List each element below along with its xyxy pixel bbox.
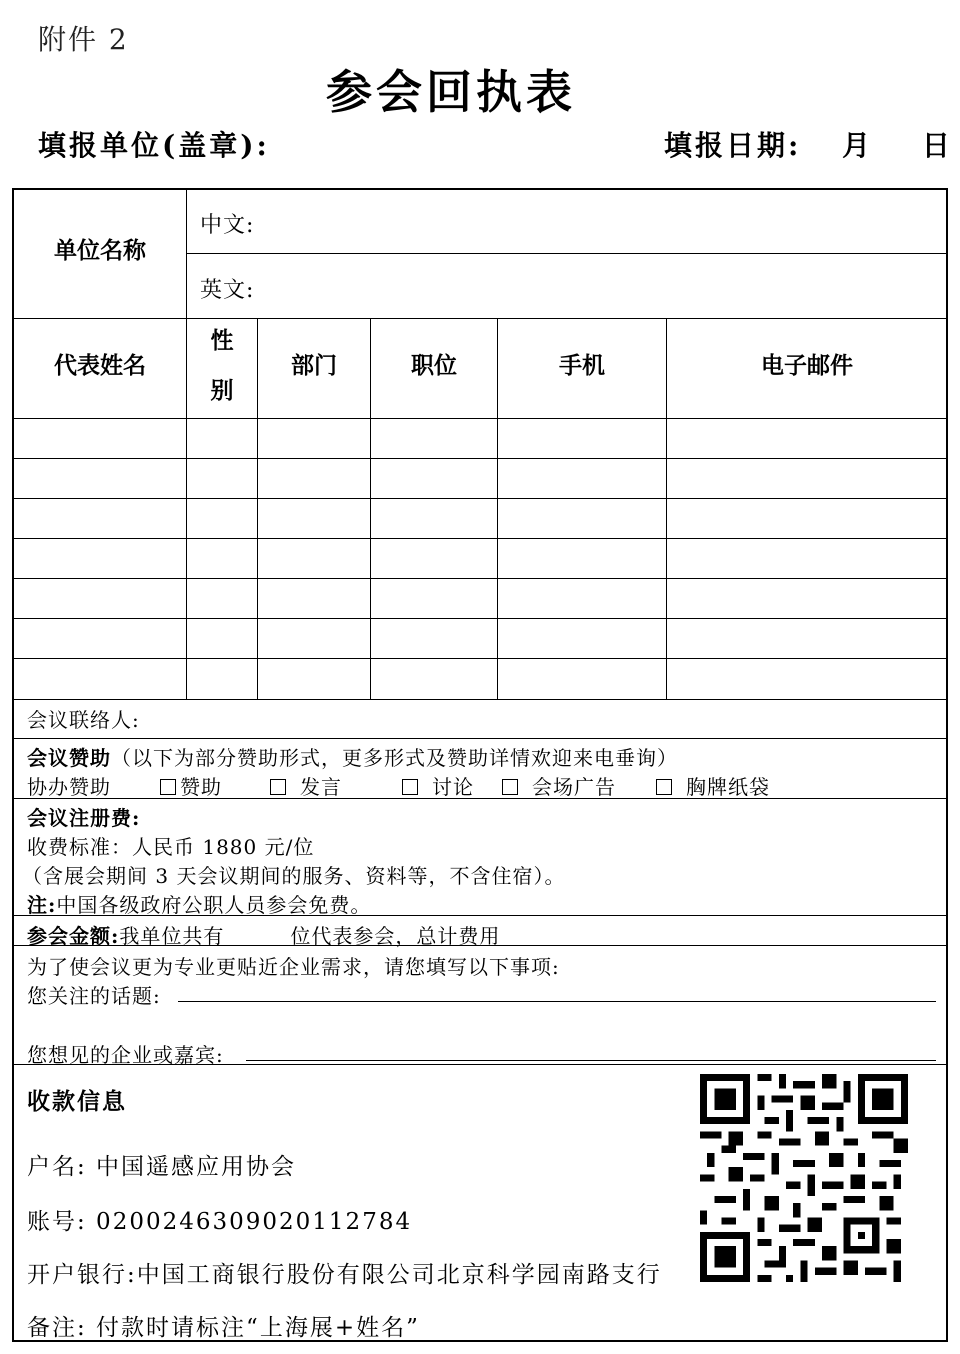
- row-divider-unit: [12, 318, 947, 319]
- fee-includes: （含展会期间 3 天会议期间的服务、资料等，不含住宿）。: [22, 864, 566, 888]
- checkbox[interactable]: [160, 779, 176, 795]
- sponsorship-heading: [27, 742, 678, 771]
- sponsor-option-venue-ad[interactable]: [502, 771, 616, 800]
- topics-intro: 为了使会议更为专业更贴近企业需求，请您填写以下事项:: [27, 955, 560, 979]
- header-gender-1: 性: [210, 328, 234, 354]
- header-position: 职位: [411, 353, 457, 379]
- sponsor-option-badge-bag[interactable]: [656, 771, 770, 800]
- day-label: 日: [921, 129, 953, 162]
- fee-note-text: 中国各级政府公职人员参会免费。: [56, 893, 372, 917]
- checkbox[interactable]: [656, 779, 672, 795]
- table-border-top: [12, 188, 948, 190]
- row-line: [12, 578, 947, 579]
- header-email: 电子邮件: [761, 353, 853, 379]
- page-title: 参会回执表: [326, 65, 576, 119]
- fee-standard: 收费标准：人民币 1880 元/位: [27, 835, 315, 859]
- chinese-name-field[interactable]: [270, 192, 944, 250]
- bank-name: 开户银行:中国工商银行股份有限公司北京科学园南路支行: [27, 1262, 662, 1288]
- option-label: 会场广告: [532, 775, 616, 799]
- amount-row: [27, 920, 666, 949]
- header-mobile: 手机: [559, 353, 605, 379]
- annex-label: 附件 2: [38, 23, 129, 56]
- sponsor-option-discussion[interactable]: [402, 771, 474, 800]
- guest-field[interactable]: [246, 1060, 936, 1061]
- qr-code-image: [700, 1074, 908, 1282]
- topic-field[interactable]: [178, 1001, 936, 1002]
- english-name-label: 英文:: [200, 278, 255, 303]
- sponsorship-title: 会议赞助: [27, 746, 111, 770]
- month-label: 月: [842, 129, 874, 162]
- amount-text-1: 我单位共有: [119, 924, 225, 948]
- checkbox[interactable]: [502, 779, 518, 795]
- option-label: 赞助: [180, 775, 222, 799]
- checkbox[interactable]: [270, 779, 286, 795]
- sponsor-option-sponsor[interactable]: [160, 771, 222, 800]
- header-gender-2: 别: [210, 378, 234, 404]
- total-fee-field[interactable]: [500, 925, 666, 946]
- reporting-date: [664, 124, 953, 164]
- account-number: 账号: 0200246309020112784: [27, 1209, 413, 1235]
- header-rep-name: 代表姓名: [54, 353, 146, 379]
- reporting-unit-label: 填报单位(盖章):: [38, 129, 270, 162]
- header-department: 部门: [291, 353, 337, 379]
- row-divider-cn-en: [186, 253, 947, 254]
- payment-title: 收款信息: [27, 1088, 127, 1115]
- row-line: [12, 798, 947, 799]
- reporting-date-label: 填报日期:: [664, 129, 802, 162]
- sponsorship-row-label: 协办赞助: [27, 775, 111, 799]
- row-line: [12, 658, 947, 659]
- option-label: 胸牌纸袋: [686, 775, 770, 799]
- sponsor-option-speech[interactable]: [270, 771, 342, 800]
- chinese-name-label: 中文:: [200, 213, 255, 238]
- payment-remark: 备注: 付款时请标注“上海展+姓名”: [27, 1315, 420, 1341]
- english-name-field[interactable]: [270, 257, 944, 315]
- amount-text-2: 位代表参会，总计费用: [290, 924, 501, 948]
- unit-name-label: 单位名称: [54, 238, 146, 264]
- checkbox[interactable]: [402, 779, 418, 795]
- col-divider-1: [186, 188, 187, 700]
- guest-label: 您想见的企业或嘉宾:: [27, 1043, 224, 1067]
- row-line: [12, 498, 947, 499]
- sponsorship-note: （以下为部分赞助形式，更多形式及赞助详情欢迎来电垂询）: [111, 746, 678, 770]
- row-line: [12, 618, 947, 619]
- fee-note-label: 注:: [27, 893, 57, 917]
- option-label: 讨论: [432, 775, 474, 799]
- row-line: [12, 538, 947, 539]
- row-line: [12, 738, 947, 739]
- option-label: 发言: [300, 775, 342, 799]
- row-line: [12, 699, 947, 700]
- row-line: [12, 418, 947, 419]
- row-line: [12, 458, 947, 459]
- delegate-count-field[interactable]: [224, 925, 290, 946]
- fee-title: 会议注册费:: [27, 806, 141, 830]
- account-name: 户名: 中国遥感应用协会: [27, 1154, 297, 1180]
- contact-label: 会议联络人:: [27, 708, 140, 732]
- fee-note: [27, 889, 371, 918]
- contact-field[interactable]: [190, 702, 944, 736]
- amount-label: 参会金额:: [27, 924, 120, 948]
- topic-label: 您关注的话题:: [27, 984, 161, 1008]
